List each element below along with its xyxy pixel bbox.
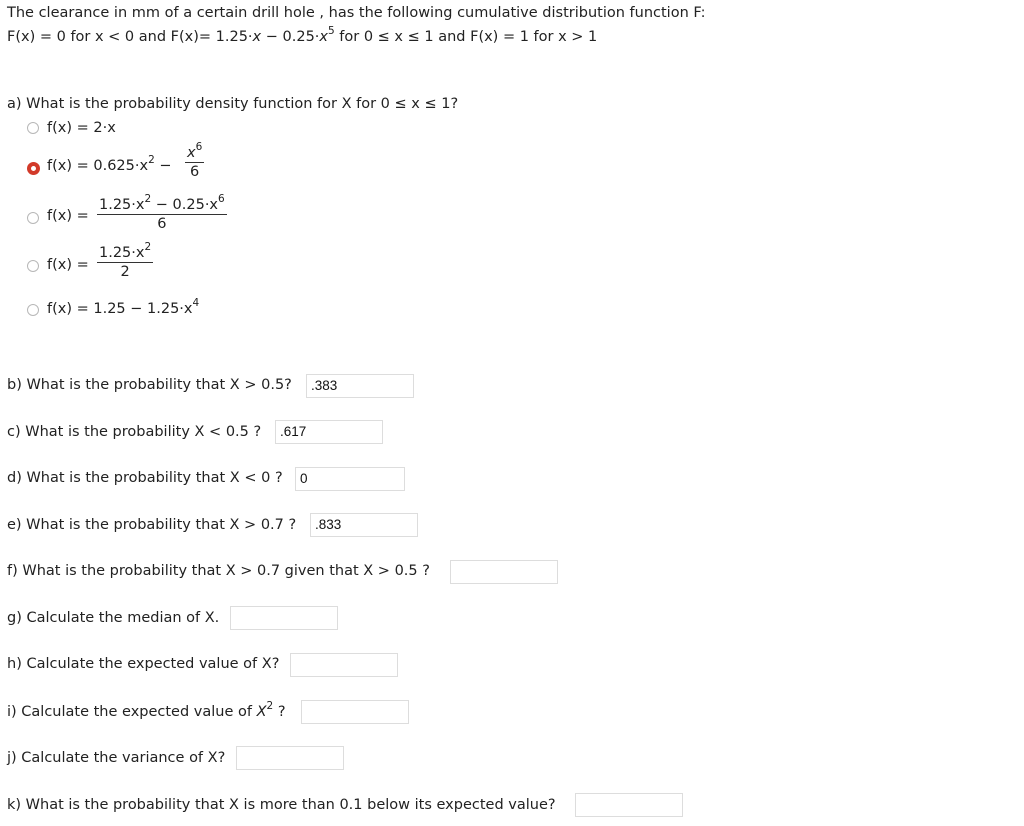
question-b-label: b) What is the probability that X > 0.5? <box>7 377 292 393</box>
question-c-label: c) What is the probability X < 0.5 ? <box>7 424 262 440</box>
answer-e-input[interactable]: .833 <box>310 513 418 537</box>
answer-g-input[interactable] <box>230 606 338 630</box>
answer-b-input[interactable]: .383 <box>306 374 414 398</box>
answer-i-input[interactable] <box>301 700 409 724</box>
option-1-text: f(x) = 2·x <box>47 120 116 136</box>
option-4-fraction: $\frac{1.25\cdot x^2}{2}$ <box>99 241 152 280</box>
option-5-text: $f(x) = 1.25 - 1.25\cdot x^4$ <box>47 297 200 317</box>
question-g-label: g) Calculate the median of X. <box>7 610 220 626</box>
problem-statement: The clearance in mm of a certain drill hole , has the following cumulative distribution function F: <box>7 5 706 21</box>
answer-k-input[interactable] <box>575 793 683 817</box>
question-j-label: j) Calculate the variance of X? <box>7 750 226 766</box>
option-5-radio[interactable] <box>27 304 39 316</box>
option-3-text: f(x) = <box>47 208 89 224</box>
option-1-radio[interactable] <box>27 122 39 134</box>
question-f-label: f) What is the probability that X > 0.7 given that X > 0.5 ? <box>7 563 430 579</box>
answer-f-input[interactable] <box>450 560 558 584</box>
answer-d-input[interactable]: 0 <box>295 467 405 491</box>
option-2-fraction: $\frac{x^6}{6}$ <box>187 141 203 180</box>
question-d-label: d) What is the probability that X < 0 ? <box>7 470 283 486</box>
option-2-text: $f(x) = 0.625\cdot x^2$ − <box>47 154 172 174</box>
answer-c-input[interactable]: .617 <box>275 420 383 444</box>
option-3-radio[interactable] <box>27 212 39 224</box>
question-a-label: a) What is the probability density function for X for 0 ≤ x ≤ 1? <box>7 96 459 112</box>
question-k-label: k) What is the probability that X is more than 0.1 below its expected value? <box>7 797 556 813</box>
option-4-radio[interactable] <box>27 260 39 272</box>
option-3-fraction: $\frac{1.25\cdot x^2 - 0.25\cdot x^6}{6}$ <box>99 193 225 232</box>
cdf-definition: F(x) = 0 for x < 0 and $F(x)= 1.25\cdot x - 0.25\cdot x^5$ for 0 ≤ x ≤ 1 and F(x) = 1 for x > 1 <box>7 25 598 45</box>
answer-h-input[interactable] <box>290 653 398 677</box>
question-e-label: e) What is the probability that X > 0.7 ? <box>7 517 297 533</box>
question-i-label: i) Calculate the expected value of $X^2$ ? <box>7 700 286 720</box>
answer-j-input[interactable] <box>236 746 344 770</box>
question-h-label: h) Calculate the expected value of X? <box>7 656 280 672</box>
option-2-radio[interactable] <box>27 162 40 175</box>
option-4-text: f(x) = <box>47 257 89 273</box>
